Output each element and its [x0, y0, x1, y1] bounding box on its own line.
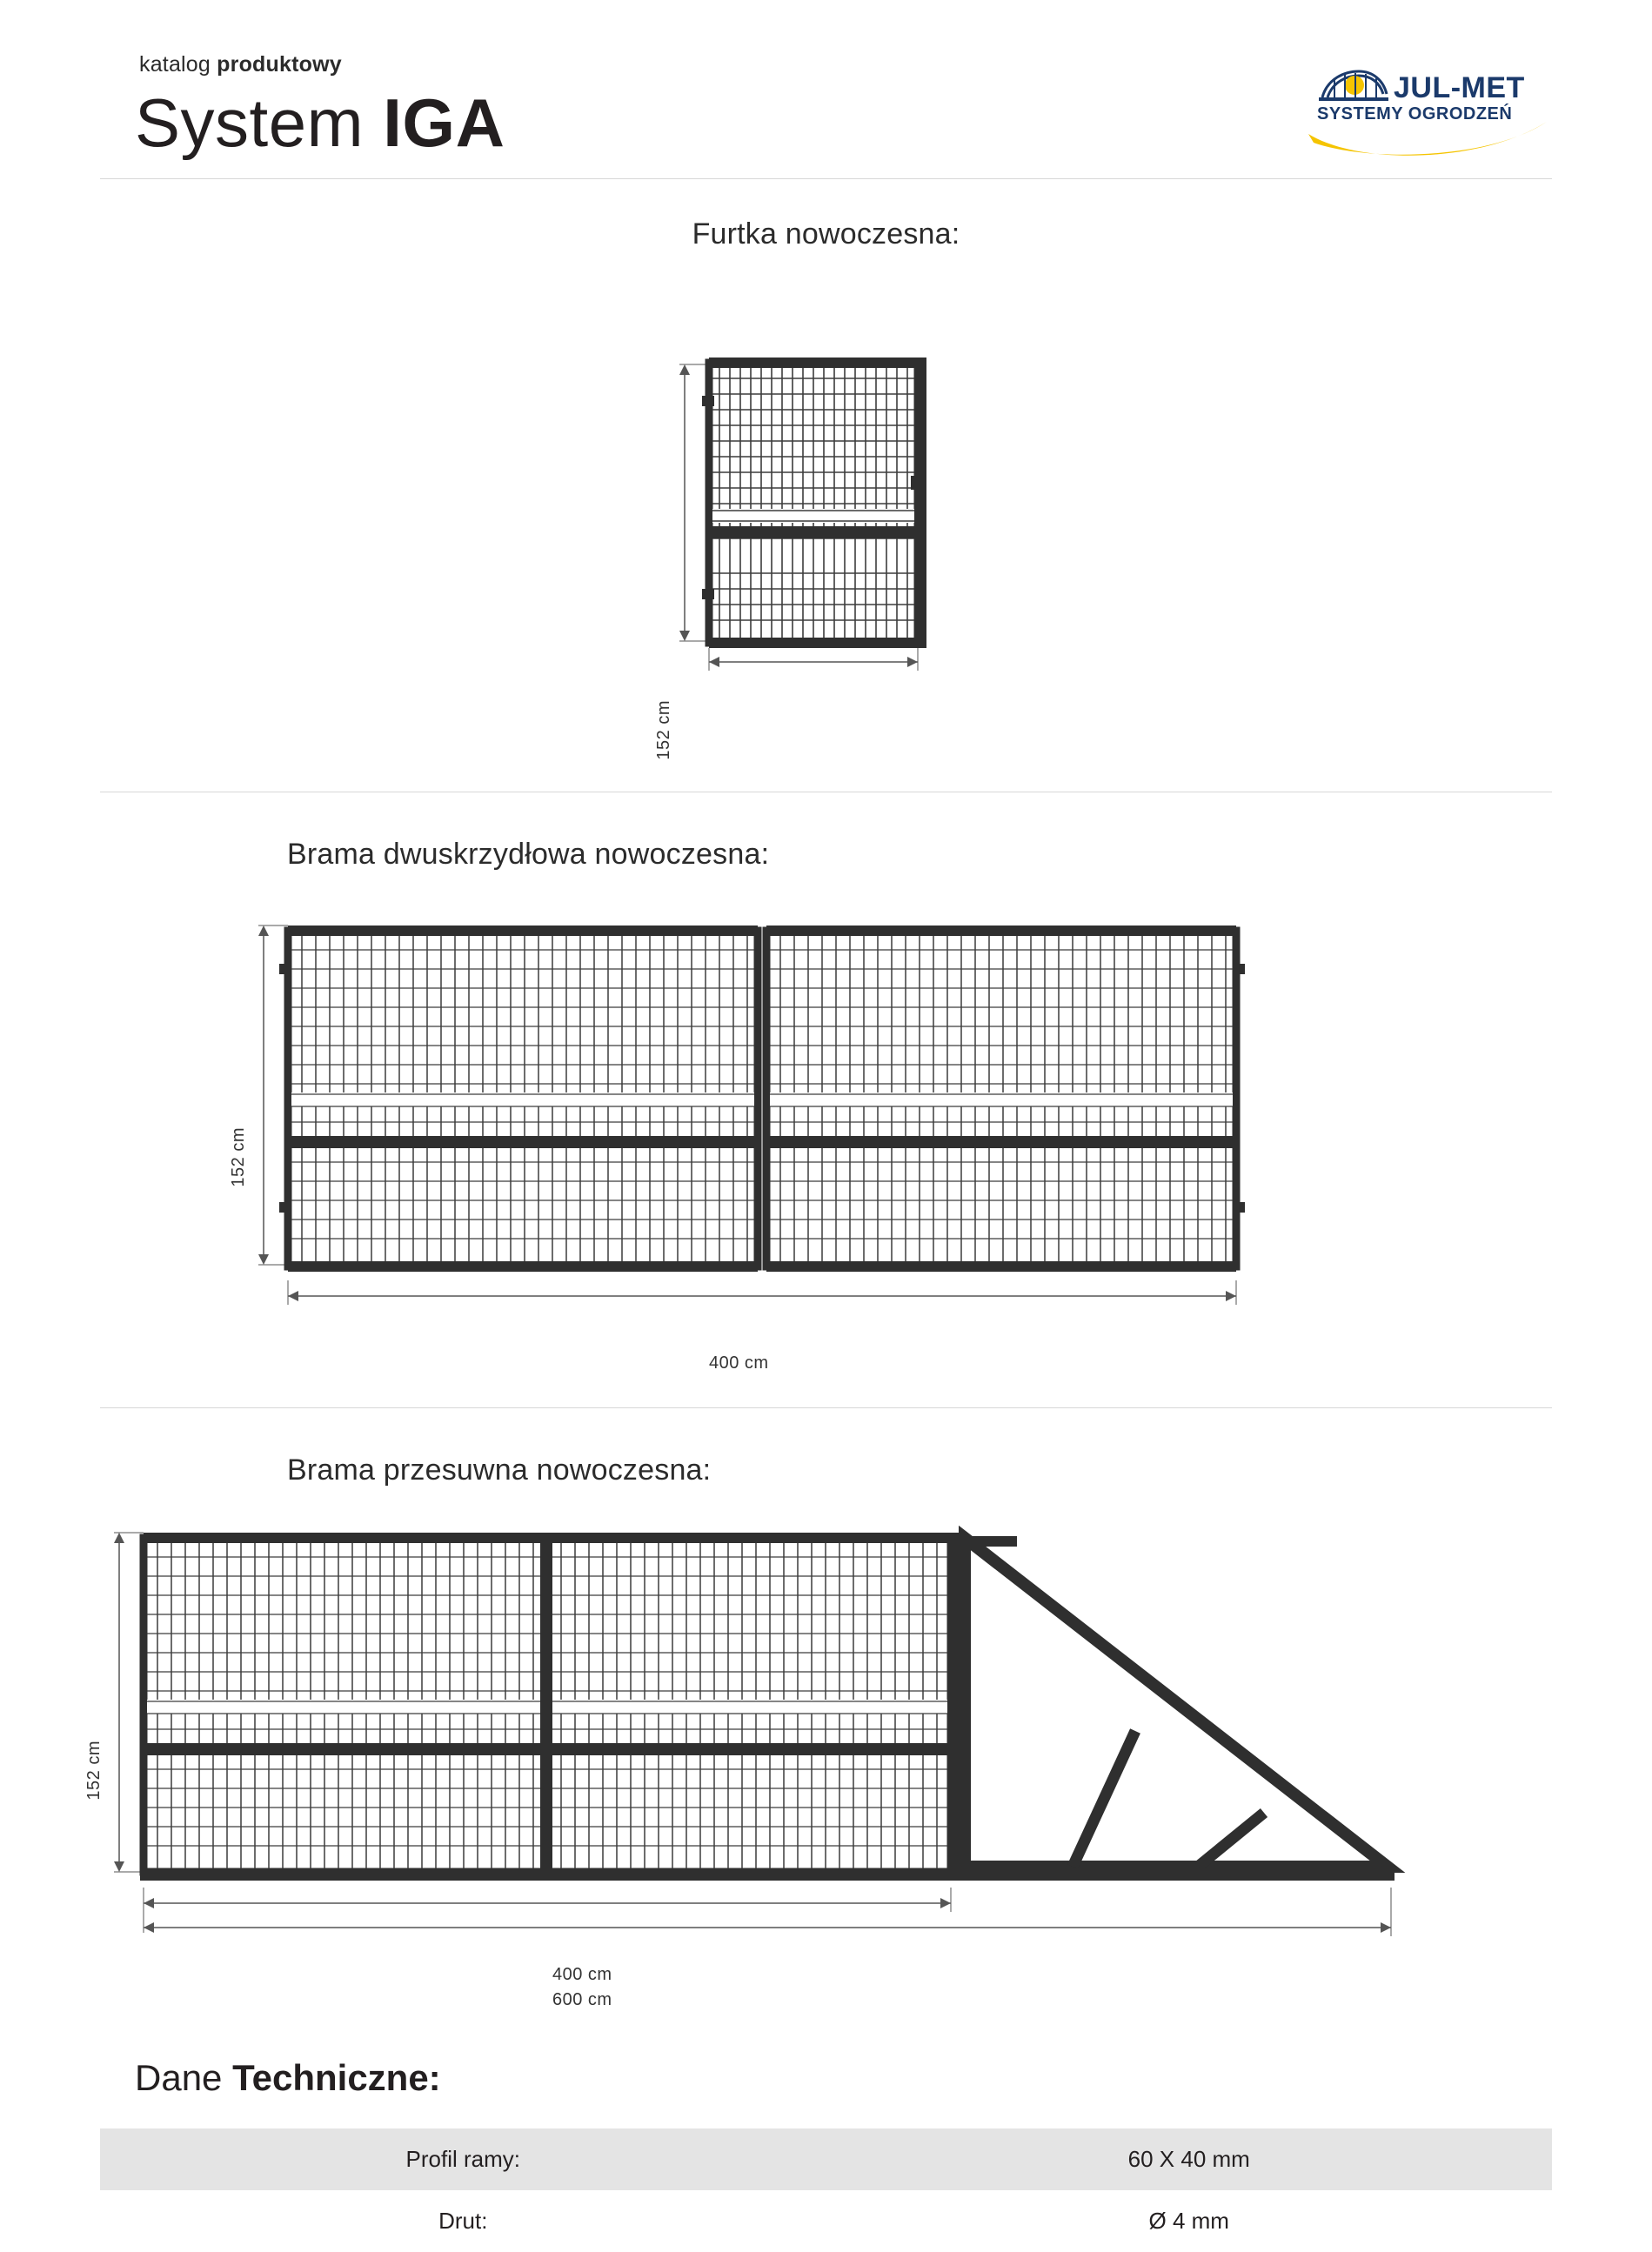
section-brama-dwuskrzydlowa-title: Brama dwuskrzydłowa nowoczesna:: [287, 838, 770, 871]
tech-row-value: 60 X 40 mm: [1127, 2146, 1250, 2172]
tech-row-key: Drut:: [438, 2208, 488, 2234]
section-brama-dwuskrzydlowa: [100, 838, 1552, 1407]
company-logo: [1300, 68, 1552, 164]
logo-subtitle-text: SYSTEMY OGRODZEŃ: [1317, 104, 1513, 124]
section-furtka-title: Furtka nowoczesna:: [692, 217, 960, 251]
tech-table: [100, 2128, 1552, 2252]
logo-brand-text: JUL-MET: [1394, 71, 1525, 104]
brama-dwuskrzydlowa-width-label: 400 cm: [709, 1353, 769, 1373]
table-row: [100, 2128, 1552, 2190]
tech-heading: [135, 2057, 1552, 2099]
page-title-light: System: [135, 84, 384, 161]
logo-swoosh-icon: [1307, 120, 1550, 162]
furtka-height-label: 152 cm: [654, 700, 673, 760]
brama-przesuwna-width-inner-label: 400 cm: [552, 1965, 612, 1984]
section-furtka: [100, 217, 1552, 792]
divider-2: [100, 1407, 1552, 1408]
section-dane-techniczne: [100, 2057, 1552, 2252]
logo-mark-icon: [1315, 68, 1390, 106]
section-brama-przesuwna-title: Brama przesuwna nowoczesna:: [287, 1453, 712, 1487]
catalog-kicker-light: katalog: [139, 52, 217, 77]
divider-top: [100, 178, 1552, 179]
catalog-kicker-bold: produktowy: [217, 52, 342, 77]
page-title-bold: IGA: [383, 84, 505, 161]
page-header: [100, 0, 1552, 178]
tech-row-value: Ø 4 mm: [1148, 2208, 1229, 2234]
brama-przesuwna-height-label: 152 cm: [84, 1741, 104, 1801]
tech-row-key: Profil ramy:: [405, 2146, 520, 2172]
section-brama-przesuwna: [84, 1453, 1552, 2028]
table-row: [100, 2190, 1552, 2252]
brama-przesuwna-drawing: [100, 1507, 1553, 1941]
tech-heading-bold: Techniczne:: [232, 2057, 441, 2098]
brama-przesuwna-width-outer-label: 600 cm: [552, 1990, 612, 2009]
brama-dwuskrzydlowa-height-label: 152 cm: [229, 1127, 248, 1187]
tech-heading-light: Dane: [135, 2057, 233, 2098]
furtka-drawing: [100, 277, 1553, 730]
brama-dwuskrzydlowa-drawing: [100, 894, 1553, 1329]
